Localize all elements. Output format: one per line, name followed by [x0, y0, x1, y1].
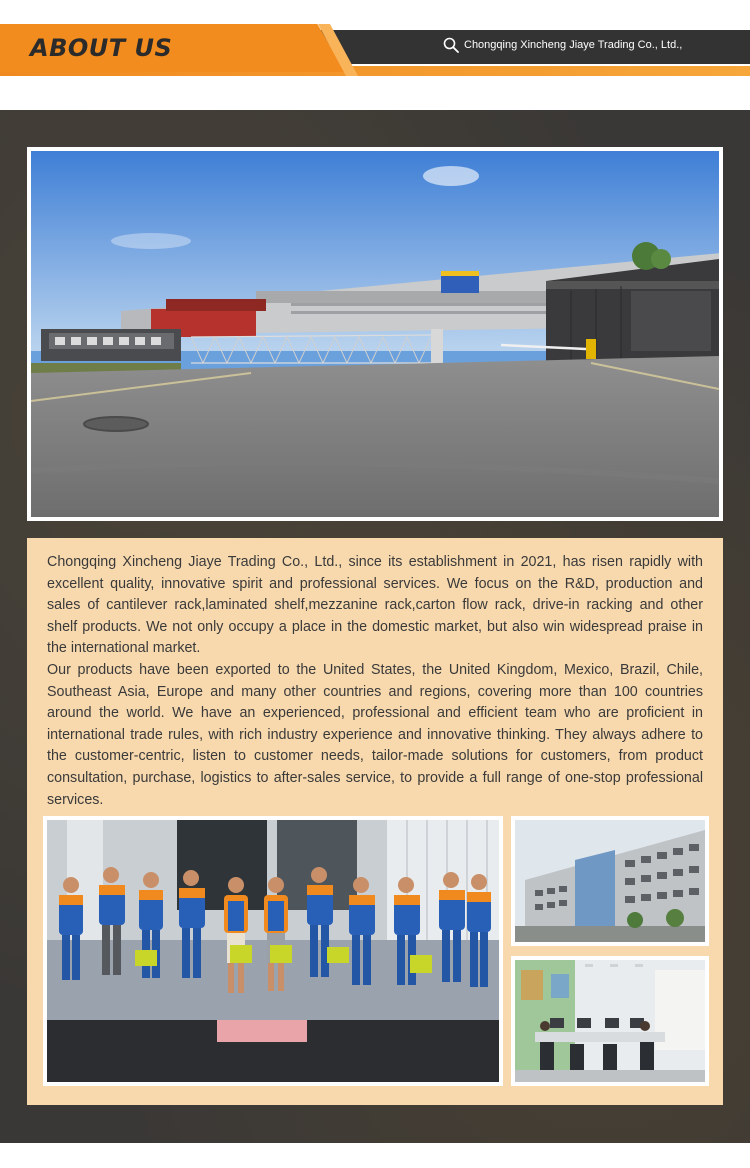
page-footer-space — [0, 1143, 750, 1168]
team-photo — [47, 820, 499, 1082]
office-interior-photo-frame — [511, 956, 709, 1086]
company-search-link[interactable] — [443, 37, 682, 53]
page-title: ABOUT US — [30, 34, 173, 62]
about-paragraph-2: Our products have been exported to the United States, the United Kingdom, Mexico, Brazil, Chile, Southeast Asia, Europe and many other countries and regions, covering more than 100 countries around the world. We have an experienced, professional and efficient team who are proficient in international trade rules, with rich industry experience and innovative thinking. They always adhere to the customer-centric, listen to customer needs, tailor-made solutions for customers, from product consultation, purchase, logistics to after-sales service, to provide a full range of one-stop professional services. — [47, 661, 703, 808]
about-text — [47, 552, 703, 811]
office-interior-photo — [515, 960, 705, 1082]
search-icon — [443, 37, 459, 53]
office-building-photo-frame — [511, 816, 709, 946]
office-building-photo — [515, 820, 705, 942]
about-paragraph-1: Chongqing Xincheng Jiaye Trading Co., Ltd., since its establishment in 2021, has risen rapidly with excellent quality, innovative spirit and professional services. We focus on the R&D, production and sales of cantilever rack,laminated shelf,mezzanine rack,carton flow rack, drive-in racking and other shelf products. We not only occupy a place in the domestic market, but also win widespread praise in the international market. — [47, 554, 703, 657]
page-header — [0, 0, 750, 110]
about-panel — [27, 538, 723, 1105]
factory-photo — [31, 151, 719, 517]
team-photo-frame — [43, 816, 503, 1086]
company-name: Chongqing Xincheng Jiaye Trading Co., Ltd., — [464, 39, 683, 51]
factory-photo-frame — [27, 147, 723, 521]
